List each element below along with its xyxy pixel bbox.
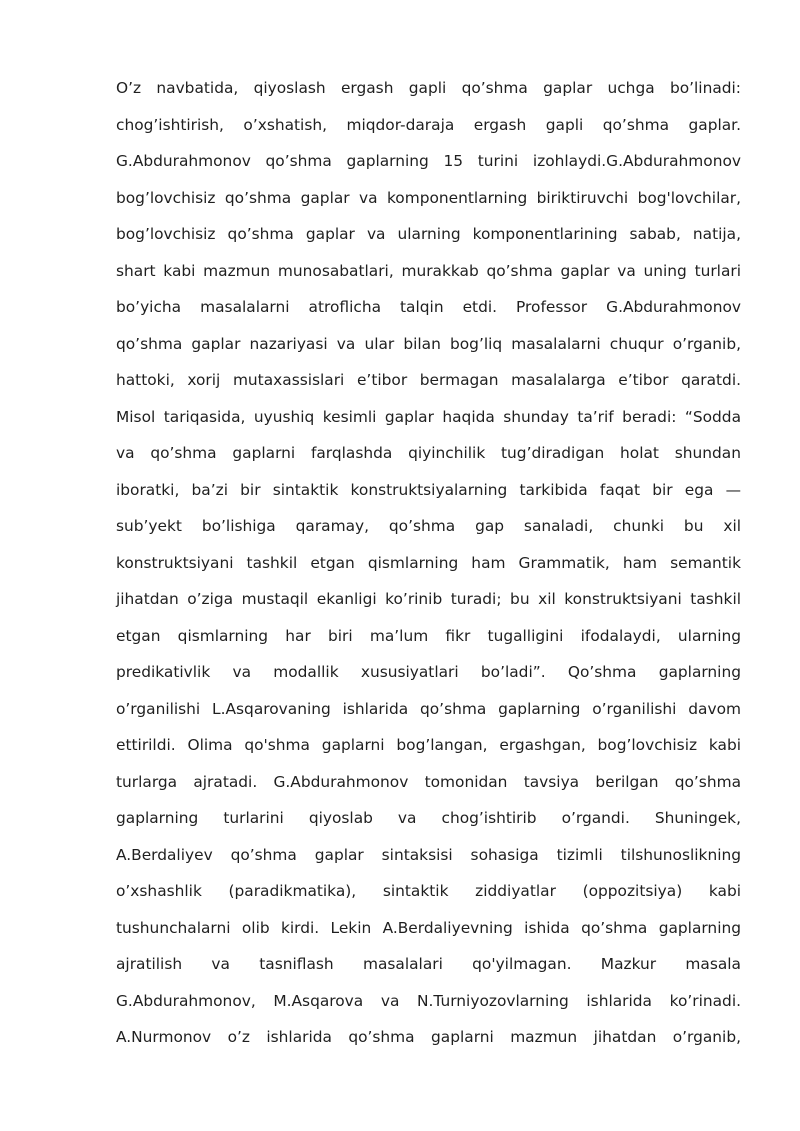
text-line-6: shart kabi mazmun munosabatlari, murakkab qo’shma gaplar va uning turlari bbox=[116, 261, 741, 280]
text-line-17: predikativlik va modallik xususiyatlari bo’ladi”. Qo’shma gaplarning bbox=[116, 663, 741, 681]
text-line-22: A.Berdaliyev qo’shma gaplar sintaksisi sohasiga tizimli tilshunoslikning bbox=[116, 845, 741, 864]
text-line-1: O’z navbatida, qiyoslash ergash gapli qo’shma gaplar uchga bo’linadi: bbox=[116, 79, 741, 97]
text-line-25: ajratilish va tasniflash masalalari qo'yilmagan. Mazkur masala bbox=[116, 955, 741, 973]
text-line-2: chog’ishtirish, o’xshatish, miqdor-daraja ergash gapli qo’shma gaplar. bbox=[116, 115, 741, 134]
text-line-26: G.Abdurahmonov, M.Asqarova va N.Turniyozovlarning ishlarida ko’rinadi. bbox=[116, 991, 741, 1010]
text-line-15: jihatdan o’ziga mustaqil ekanligi ko’rinib turadi; bu xil konstruktsiyani tashkil bbox=[116, 590, 741, 608]
text-line-9: hattoki, xorij mutaxassislari e’tibor bermagan masalalarga e’tibor qaratdi. bbox=[116, 371, 741, 389]
text-line-16: etgan qismlarning har biri ma’lum fikr tugalligini ifodalaydi, ularning bbox=[116, 626, 741, 645]
text-line-20: turlarga ajratadi. G.Abdurahmonov tomonidan tavsiya berilgan qo’shma bbox=[116, 772, 741, 791]
text-line-8: qo’shma gaplar nazariyasi va ular bilan bog’liq masalalarni chuqur o’rganib, bbox=[116, 334, 741, 353]
text-line-12: iboratki, ba’zi bir sintaktik konstruktsiyalarning tarkibida faqat bir ega — bbox=[116, 480, 741, 499]
text-line-10: Misol tariqasida, uyushiq kesimli gaplar haqida shunday ta’rif beradi: “Sodda bbox=[116, 407, 741, 426]
text-line-18: o’rganilishi L.Asqarovaning ishlarida qo’shma gaplarning o’rganilishi davom bbox=[116, 699, 741, 718]
text-line-7: bo’yicha masalalarni atroflicha talqin etdi. Professor G.Abdurahmonov bbox=[116, 298, 741, 316]
text-line-13: sub’yekt bo’lishiga qaramay, qo’shma gap sanaladi, chunki bu xil bbox=[116, 517, 741, 535]
text-line-4: bog’lovchisiz qo’shma gaplar va komponentlarning biriktiruvchi bog'lovchilar, bbox=[116, 188, 741, 207]
text-line-21: gaplarning turlarini qiyoslab va chog’ishtirib o’rgandi. Shuningek, bbox=[116, 809, 741, 827]
text-line-27: A.Nurmonov o’z ishlarida qo’shma gaplarni mazmun jihatdan o’rganib, bbox=[116, 1028, 741, 1046]
text-line-5: bog’lovchisiz qo’shma gaplar va ularning komponentlarining sabab, natija, bbox=[116, 225, 741, 243]
text-line-23: o’xshashlik (paradikmatika), sintaktik ziddiyatlar (oppozitsiya) kabi bbox=[116, 882, 741, 900]
text-line-19: ettirildi. Olima qo'shma gaplarni bog’langan, ergashgan, bog’lovchisiz kabi bbox=[116, 736, 741, 754]
paragraph bbox=[116, 70, 741, 1056]
text-line-14: konstruktsiyani tashkil etgan qismlarning ham Grammatik, ham semantik bbox=[116, 553, 741, 572]
text-line-24: tushunchalarni olib kirdi. Lekin A.Berdaliyevning ishida qo’shma gaplarning bbox=[116, 918, 741, 937]
text-line-11: va qo’shma gaplarni farqlashda qiyinchilik tug’diradigan holat shundan bbox=[116, 444, 741, 462]
text-line-3: G.Abdurahmonov qo’shma gaplarning 15 turini izohlaydi.G.Abdurahmonov bbox=[116, 152, 741, 170]
